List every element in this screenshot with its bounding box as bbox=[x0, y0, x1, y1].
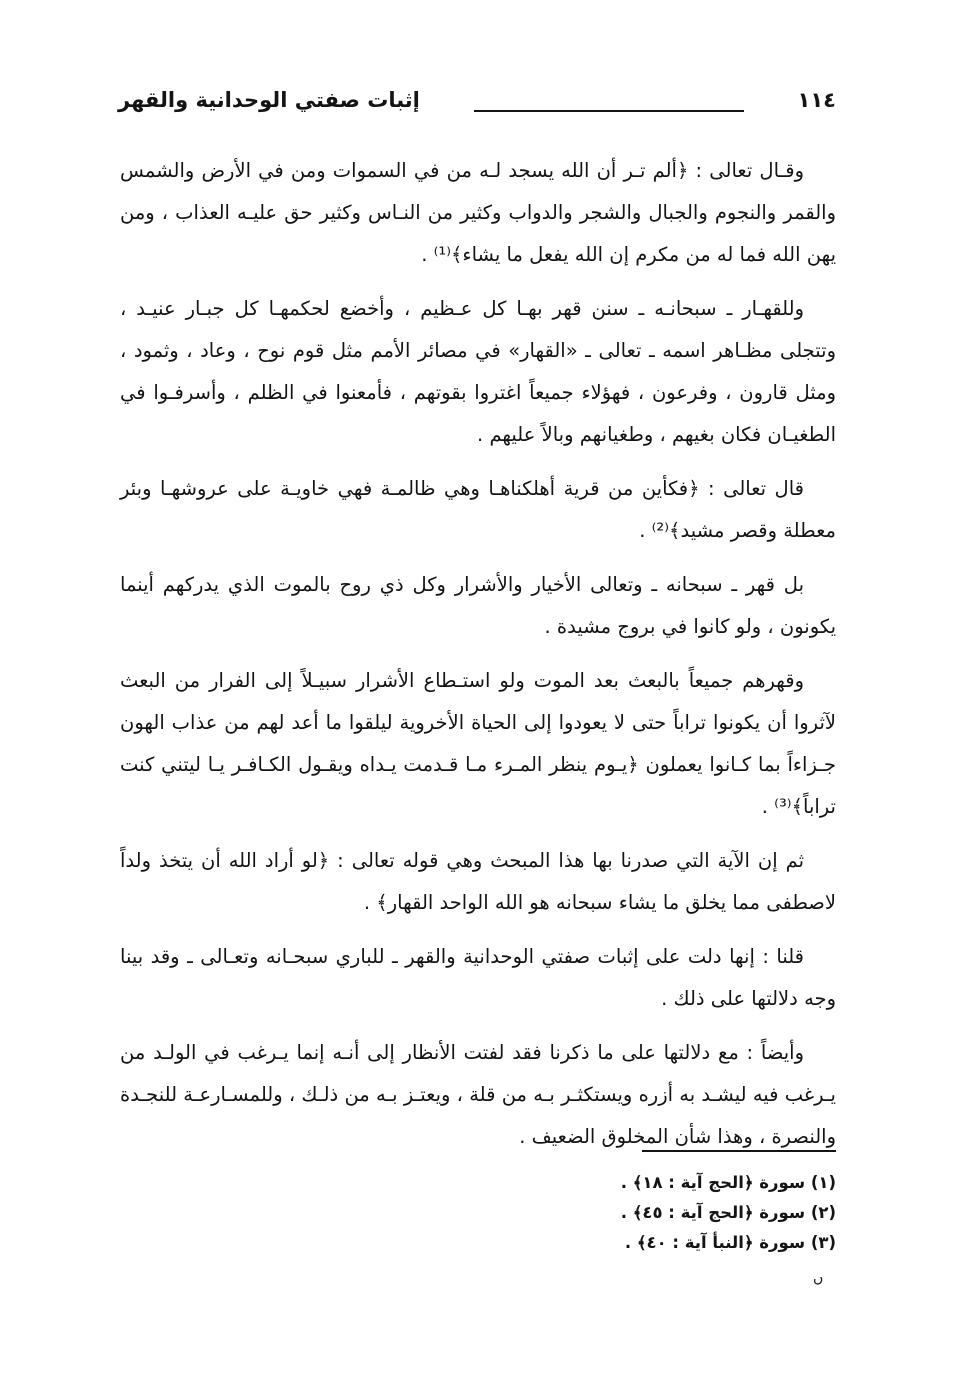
paragraph-4: بل قهر ـ سبحانه ـ وتعالى الأخيار والأشرار وكل ذي روح بالموت الذي يدركهم أينما يكونون ، ولو كانوا في بروج مشيدة . bbox=[120, 573, 836, 638]
paragraph-1: وقـال تعالى : ﴿ألم تـر أن الله يسجد لـه من في السموات ومن في الأرض والشمس والقمر والنجوم والجبال والشجر والدواب وكثير من النـاس وكثير حق عليـه العذاب ، ومن يهن الله فما له من مكرم إن الله يفعل ما يشاء﴾⁽¹⁾ . bbox=[120, 159, 836, 266]
footnote-2: (٢) سورة ﴿الحج آية : ٤٥﴾ . bbox=[620, 1203, 836, 1222]
footnotes bbox=[500, 1168, 836, 1258]
paragraph-7: قلنا : إنها دلت على إثبات صفتي الوحدانية والقهر ـ للباري سبحـانه وتعـالى ـ وقد بينا وجه دلالتها على ذلك . bbox=[120, 945, 836, 1010]
paragraph-6: ثم إن الآية التي صدرنا بها هذا المبحث وهي قوله تعالى : ﴿لو أراد الله أن يتخذ ولداً لاصطفى مما يخلق ما يشاء سبحانه هو الله الواحد القهار﴾ . bbox=[120, 849, 836, 914]
page-number: ١١٤ bbox=[797, 88, 836, 112]
paragraph-3: قال تعالى : ﴿فكأين من قرية أهلكناهـا وهي ظالمـة فهي خاويـة على عروشهـا وبئر معطلة وقصر مشيد﴾⁽²⁾ . bbox=[120, 477, 836, 542]
paragraph-8: وأيضاً : مع دلالتها على ما ذكرنا فقد لفتت الأنظار إلى أنـه إنما يـرغب في الولـد من يـرغب فيه ليشـد به أزره ويستكثـر بـه من قلة ، ويعتـز بـه من ذلـك ، وللمسـارعـة للنجـدة والنصرة ، وهذا شأن المخلوق الضعيف . bbox=[120, 1041, 836, 1148]
footnote-1: (١) سورة ﴿الحج آية : ١٨﴾ . bbox=[620, 1173, 836, 1192]
header-rule bbox=[474, 110, 744, 112]
running-title: إثبات صفتي الوحدانية والقهر bbox=[118, 88, 420, 112]
page-header bbox=[118, 88, 836, 124]
paragraph-2: وللقهـار ـ سبحانـه ـ سنن قهر بهـا كل عـظيم ، وأخضع لحكمهـا كل جبـار عنيـد ، وتتجلى مظـاهر اسمه ـ تعالى ـ «القهار» في مصائر الأمم مثل قوم نوح ، وعاد ، وثمود ، ومثل قارون ، وفرعون ، فهؤلاء جميعاً اغتروا بقوتهم ، فأمعنوا في الظلم ، وأسرفـوا في الطغيـان فكان بغيهم ، وطغيانهم وبالاً عليهم . bbox=[120, 297, 836, 446]
footnote-3: (٣) سورة ﴿النبأ آية : ٤٠﴾ . bbox=[624, 1233, 836, 1252]
footnote-separator bbox=[642, 1150, 836, 1152]
paragraph-5: وقهرهم جميعاً بالبعث بعد الموت ولو استـطاع الأشرار سبيـلاً إلى الفرار من البعث لآثروا أن يكونوا تراباً حتى لا يعودوا إلى الحياة الأخروية ليلقوا ما أعد لهم من عذاب الهون جـزاءاً بما كـانوا يعملون ﴿يـوم ينظر المـرء مـا قـدمت يـداه ويقـول الكـافـر يـا ليتني كنت تراباً﴾⁽³⁾ . bbox=[120, 669, 836, 818]
body-text bbox=[120, 150, 836, 1170]
page-mark: ﮞ bbox=[813, 1270, 824, 1286]
